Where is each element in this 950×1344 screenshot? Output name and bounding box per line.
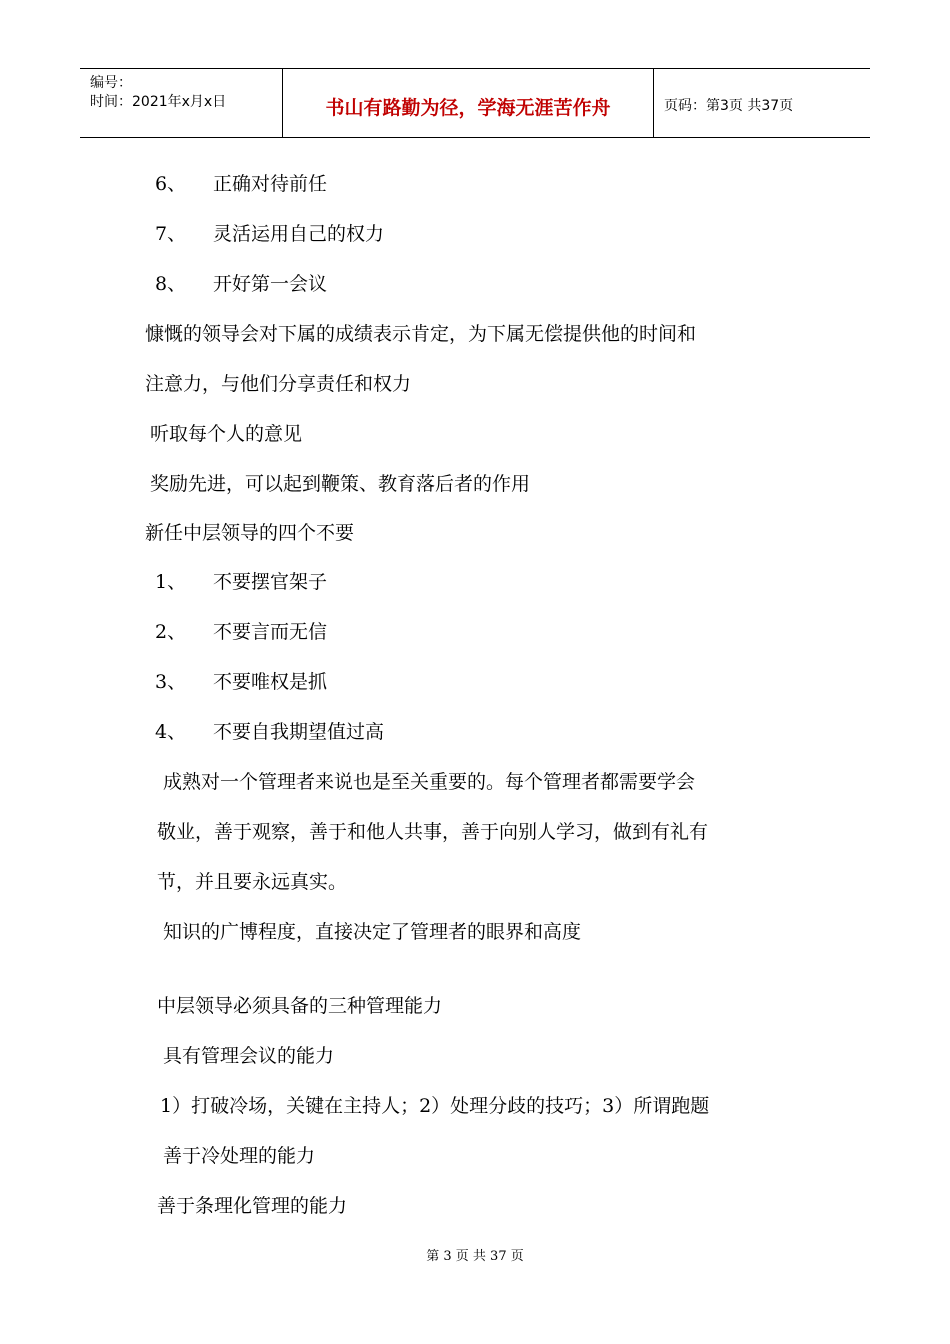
header-left-cell <box>80 69 282 137</box>
paragraph-reward: 奖励先进，可以起到鞭策、教育落后者的作用 <box>150 473 531 495</box>
list-item-number: 6、 <box>155 173 187 195</box>
list-item <box>155 570 327 594</box>
list-item-text: 不要摆官架子 <box>213 571 328 593</box>
list-item <box>155 620 327 644</box>
list-item-number: 2、 <box>155 621 187 643</box>
paragraph-cool-handling: 善于冷处理的能力 <box>163 1145 316 1167</box>
list-item-text: 不要唯权是抓 <box>213 671 328 693</box>
page-info: 页码：第3页 共37页 <box>664 98 794 114</box>
paragraph-listen: 听取每个人的意见 <box>150 423 303 445</box>
list-item-text: 不要言而无信 <box>213 621 328 643</box>
paragraph-generous-line-2: 注意力，与他们分享责任和权力 <box>145 373 412 395</box>
list-item-text: 正确对待前任 <box>213 173 328 195</box>
section-heading-four-donts: 新任中层领导的四个不要 <box>145 522 355 544</box>
list-item-number: 3、 <box>155 671 187 693</box>
header-motto: 书山有路勤为径，学海无涯苦作舟 <box>325 97 611 119</box>
list-item <box>155 272 327 296</box>
paragraph-meeting-ability: 具有管理会议的能力 <box>163 1045 335 1067</box>
date-line: 时间：2021年x月x日 <box>90 94 227 110</box>
paragraph-maturity-line-3: 节，并且要永远真实。 <box>157 871 348 893</box>
page-footer: 第 3 页 共 37 页 <box>426 1249 524 1264</box>
header-right-cell <box>654 69 870 137</box>
paragraph-maturity-line-1: 成熟对一个管理者来说也是至关重要的。每个管理者都需要学会 <box>163 771 696 793</box>
list-item-number: 7、 <box>155 223 187 245</box>
list-item-text: 开好第一会议 <box>213 273 328 295</box>
header-table <box>80 68 870 138</box>
list-item-number: 8、 <box>155 273 187 295</box>
header-middle-cell <box>282 69 654 137</box>
paragraph-maturity-line-2: 敬业，善于观察，善于和他人共事，善于向别人学习，做到有礼有 <box>157 821 709 843</box>
paragraph-organized-management: 善于条理化管理的能力 <box>157 1195 348 1217</box>
section-heading-three-abilities: 中层领导必须具备的三种管理能力 <box>157 995 443 1017</box>
list-item-number: 1、 <box>155 571 187 593</box>
list-item <box>155 670 327 694</box>
list-item <box>155 720 384 744</box>
list-item-text: 不要自我期望值过高 <box>213 721 385 743</box>
paragraph-knowledge: 知识的广博程度，直接决定了管理者的眼界和高度 <box>163 921 582 943</box>
paragraph-meeting-tips: 1）打破冷场，关键在主持人；2）处理分歧的技巧；3）所谓跑题 <box>160 1095 710 1117</box>
serial-label: 编号： <box>90 75 132 91</box>
list-item <box>155 222 384 246</box>
list-item <box>155 172 327 196</box>
list-item-text: 灵活运用自己的权力 <box>213 223 385 245</box>
paragraph-generous-line-1: 慷慨的领导会对下属的成绩表示肯定，为下属无偿提供他的时间和 <box>145 323 697 345</box>
list-item-number: 4、 <box>155 721 187 743</box>
